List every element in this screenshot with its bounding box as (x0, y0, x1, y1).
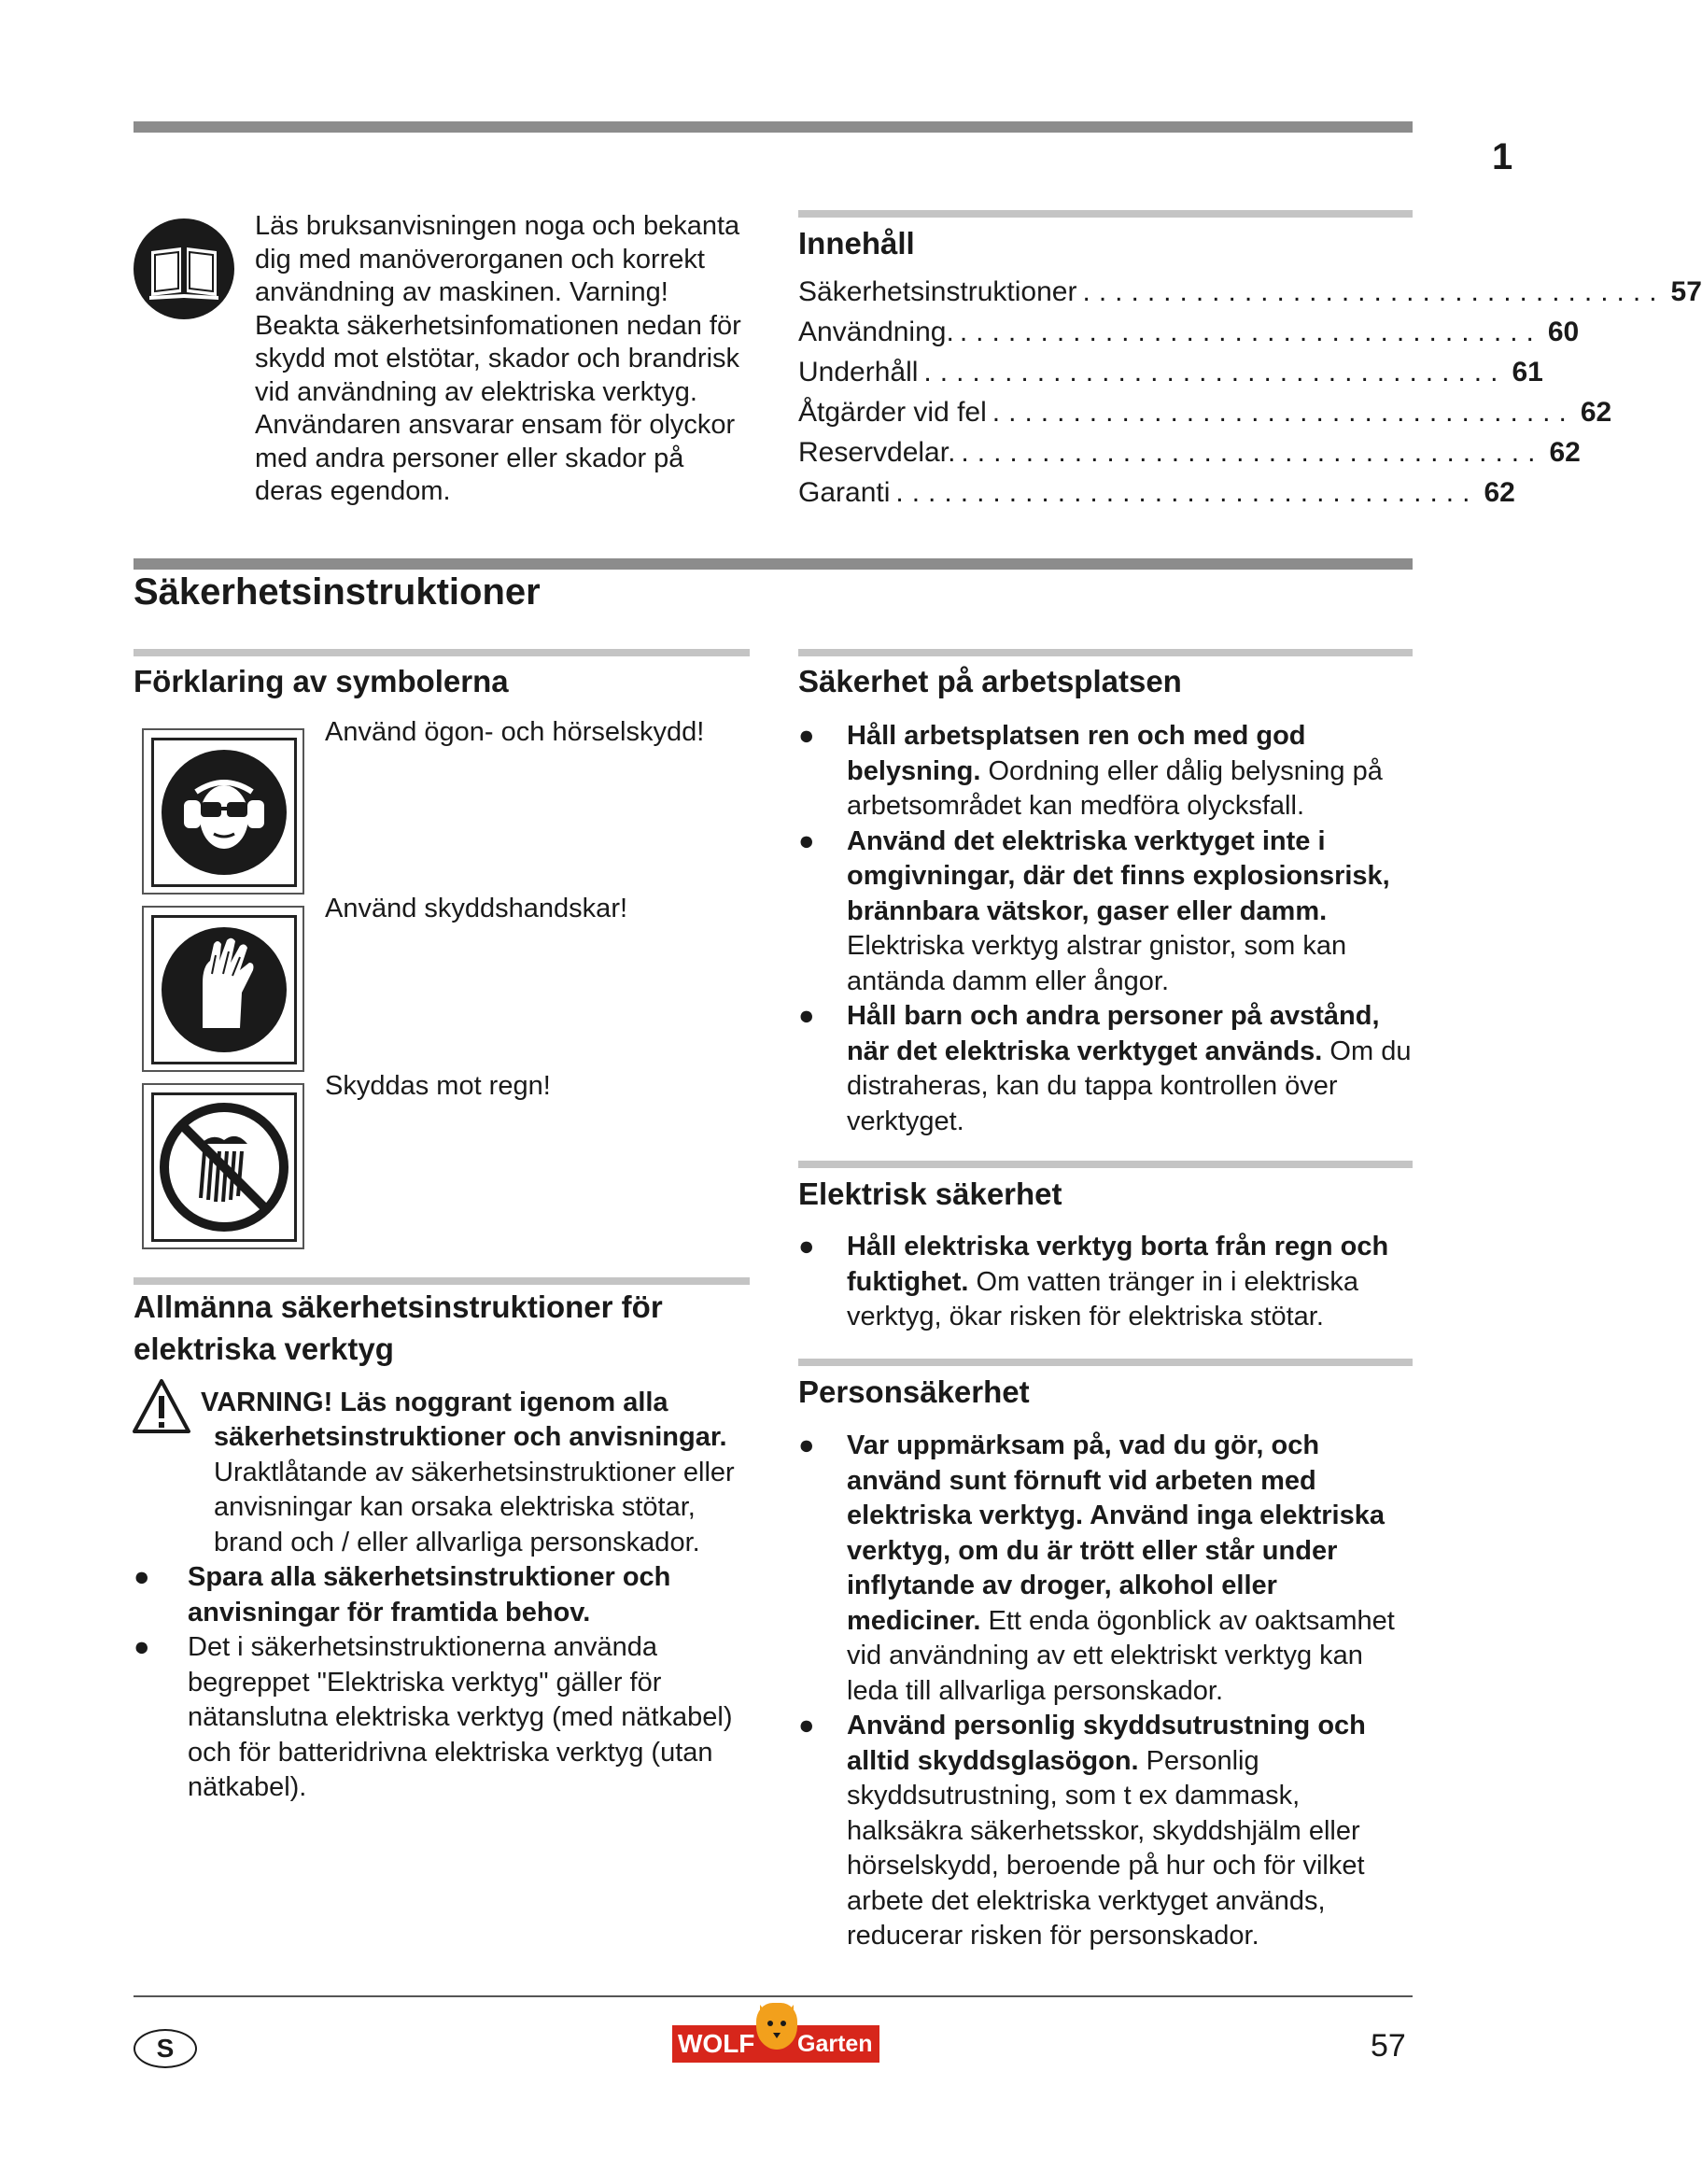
section-rule (134, 558, 1413, 570)
electrical-rule (798, 1161, 1413, 1168)
toc-item[interactable]: Reservdelar. .................................... 62 (798, 437, 1581, 468)
book-icon (133, 218, 235, 320)
top-rule (134, 121, 1413, 133)
symbols-title: Förklaring av symbolerna (134, 664, 509, 698)
bullet-item: ● Håll barn och andra personer på avstånd, när det elektriska verktyget används. Om du distraheras, kan du tappa kontrollen över verktyget. (798, 1001, 1412, 1136)
bullet-item: ● Det i säkerhetsinstruktionerna använda begreppet "Elektriska verktyg" gäller för nätanslutna elektriska verktyg (med nätkabel) och för batteridrivna elektriska verktyg (utan nätkabel). (134, 1632, 733, 1802)
toc-rule (798, 210, 1413, 218)
bullet-item: ● Håll arbetsplatsen ren och med god belysning. Oordning eller dålig belysning på arbetsområdet kan medföra olycksfall. (798, 721, 1383, 821)
bullet-item: ● Håll elektriska verktyg borta från regn och fuktighet. Om vatten tränger in i elektriska verktyg, ökar risken för elektriska stötar. (798, 1232, 1389, 1332)
country-badge (134, 2029, 197, 2068)
personal-title: Personsäkerhet (798, 1374, 1030, 1409)
toc-item[interactable]: Åtgärder vid fel .................................... 62 (798, 397, 1612, 428)
workplace-title: Säkerhet på arbetsplatsen (798, 664, 1182, 698)
page-number: 57 (1371, 2028, 1406, 2064)
page-marker: 1 (1492, 136, 1513, 177)
electrical-bullets (798, 1230, 1414, 1335)
symbol-gloves (142, 906, 304, 1072)
symbols-rule (134, 649, 750, 656)
warning-block: VARNING! Läs noggrant igenom alla (201, 1388, 668, 1417)
personal-bullets (798, 1429, 1414, 1954)
country-code: S (156, 2034, 175, 2063)
wolf-garten-logo (672, 2001, 879, 2066)
bullet-item: ● Spara alla säkerhetsinstruktioner och anvisningar för framtida behov. (134, 1562, 671, 1627)
intro-text: Läs bruksanvisningen noga och bekanta dig med manöverorganen och korrekt användning av maskinen. Varning! Beakta säkerhetsinfomationen nedan för skydd mot elstötar, skador och brandrisk vid användning av elektriska verktyg. Användaren ansvarar ensam för olyckor med andra personer eller skador på deras egendom. (255, 211, 741, 506)
general-title: Allmänna säkerhetsinstruktioner för elektriska verktyg (134, 1289, 663, 1366)
eye-ear-protection-icon (154, 740, 294, 884)
bullet-item: ● Var uppmärksam på, vad du gör, och använd sunt förnuft vid arbeten med elektriska verktyg. Använd inga elektriska verktyg, om du är trött eller står under inflytande av droger, alkohol eller mediciner. Ett enda ögonblick av oaktsamhet vid användning av ett elektriskt verktyg kan leda till allvarliga personskador. (798, 1430, 1395, 1706)
footer-rule (134, 1995, 1413, 1997)
main-title: Säkerhetsinstruktioner (134, 571, 541, 613)
logo-garten-text: Garten (797, 2031, 873, 2057)
symbol-no-rain (142, 1083, 304, 1249)
personal-rule (798, 1359, 1413, 1366)
electrical-title: Elektrisk säkerhet (798, 1177, 1062, 1211)
workplace-rule (798, 649, 1413, 656)
bullet-item: ● Använd det elektriska verktyget inte i omgivningar, där det finns explosionsrisk, brännbara vätskor, gaser eller damm. Elektriska verktyg alstrar gnistor, som kan antända damm eller ångor. (798, 825, 1390, 996)
toc-item[interactable]: Användning. .................................... 60 (798, 317, 1580, 347)
symbol-eye-ear (142, 728, 304, 895)
wolf-head-icon (756, 2003, 797, 2050)
logo-wolf-text: WOLF (678, 2029, 755, 2058)
toc-title: Innehåll (798, 226, 915, 261)
symbol-caption: Skyddas mot regn! (325, 1071, 551, 1101)
general-rule (134, 1277, 750, 1285)
toc-list (798, 276, 1702, 517)
symbol-caption: Använd ögon- och hörselskydd! (325, 717, 705, 747)
general-bullets (134, 1560, 752, 1806)
symbol-caption: Använd skyddshandskar! (325, 894, 628, 923)
no-rain-icon (154, 1095, 294, 1239)
warning-triangle-icon (131, 1377, 192, 1440)
warning-block-cont: säkerhetsinstruktioner och anvisningar. Uraktlåtande av säkerhetsinstruktioner eller anvisningar kan orsaka elektriska stötar, brand och / eller allvarliga personskador. (214, 1422, 735, 1557)
toc-item[interactable]: Underhåll .................................... 61 (798, 357, 1543, 387)
toc-item[interactable]: Säkerhetsinstruktioner .................................... 57 (798, 276, 1702, 307)
bullet-item: ● Använd personlig skyddsutrustning och alltid skyddsglasögon. Personlig skyddsutrustning, som t ex dammask, halksäkra säkerhetsskor, skyddshjälm eller hörselskydd, beroende på hur och för vilket arbete det elektriska verktyget används, reducerar risken för personskador. (798, 1711, 1366, 1951)
toc-item[interactable]: Garanti .................................... 62 (798, 477, 1515, 508)
gloves-icon (154, 918, 294, 1062)
workplace-bullets (798, 719, 1414, 1139)
